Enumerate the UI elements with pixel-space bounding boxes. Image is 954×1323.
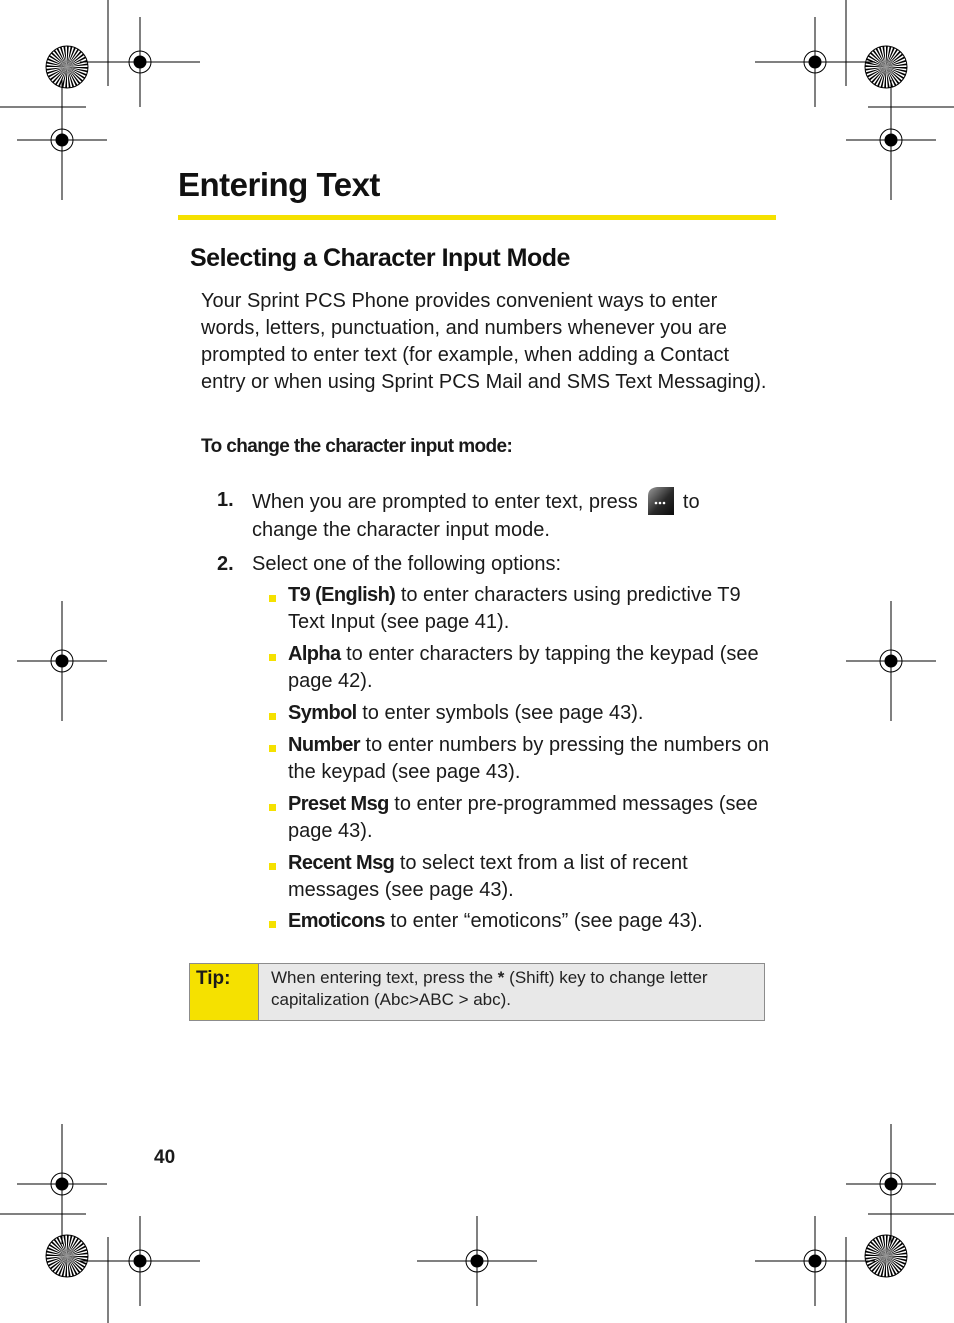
option-description: to select text from a list of recent messages (see page 43). [288,852,688,901]
starburst-icon [865,46,907,88]
bullet-square-icon [269,863,276,870]
tip-text [271,967,751,1011]
tip-text-after: (Shift) key to change letter capitalization (Abc>ABC > abc). [271,968,708,1009]
option-description: to enter numbers by pressing the numbers on the keypad (see page 43). [288,734,770,783]
title-rule [178,215,776,220]
option-description: to enter pre-programmed messages (see page 43). [288,793,758,842]
menu-key-icon [645,486,675,516]
bullet-square-icon [269,595,276,602]
bullet-square-icon [269,745,276,752]
step-number: 2. [217,553,234,575]
option-label: T9 (English) [288,584,396,606]
step-text [252,486,762,544]
tip-label: Tip: [196,968,231,989]
option-label: Emoticons [288,910,385,932]
page-number: 40 [154,1147,176,1168]
section-heading: Selecting a Character Input Mode [190,244,570,272]
option-label: Symbol [288,702,357,724]
starburst-icon [865,1235,907,1277]
step-text-after: to change the character input mode. [252,491,700,541]
tip-text-before: When entering text, press the [271,968,494,987]
bullet-square-icon [269,654,276,661]
bullet-square-icon [269,921,276,928]
tip-box [189,963,765,1021]
bullet-square-icon [269,713,276,720]
starburst-icon [46,1235,88,1277]
option-description: to enter symbols (see page 43). [362,702,644,724]
option-description: to enter “emoticons” (see page 43). [390,910,703,932]
page-title: Entering Text [178,166,380,203]
procedure-heading: To change the character input mode: [201,436,513,457]
starburst-icon [46,46,88,88]
bullet-square-icon [269,804,276,811]
option-label: Preset Msg [288,793,389,815]
step-text: Select one of the following options: [252,553,562,575]
option-label: Alpha [288,643,341,665]
option-description: to enter characters using predictive T9 Text Input (see page 41). [288,584,741,633]
tip-label-cell [190,964,259,1020]
step-text-before: When you are prompted to enter text, press [252,491,638,513]
option-description: to enter characters by tapping the keypad (see page 42). [288,643,759,692]
step-number: 1. [217,489,234,511]
option-label: Number [288,734,360,756]
shift-key-symbol: * [497,968,505,987]
option-label: Recent Msg [288,852,395,874]
intro-paragraph: Your Sprint PCS Phone provides convenient ways to enter words, letters, punctuation, and numbers whenever you are prompted to enter text (for example, when adding a Contact entry or when using Sprint PCS Mail and SMS Text Messaging). [201,290,767,393]
